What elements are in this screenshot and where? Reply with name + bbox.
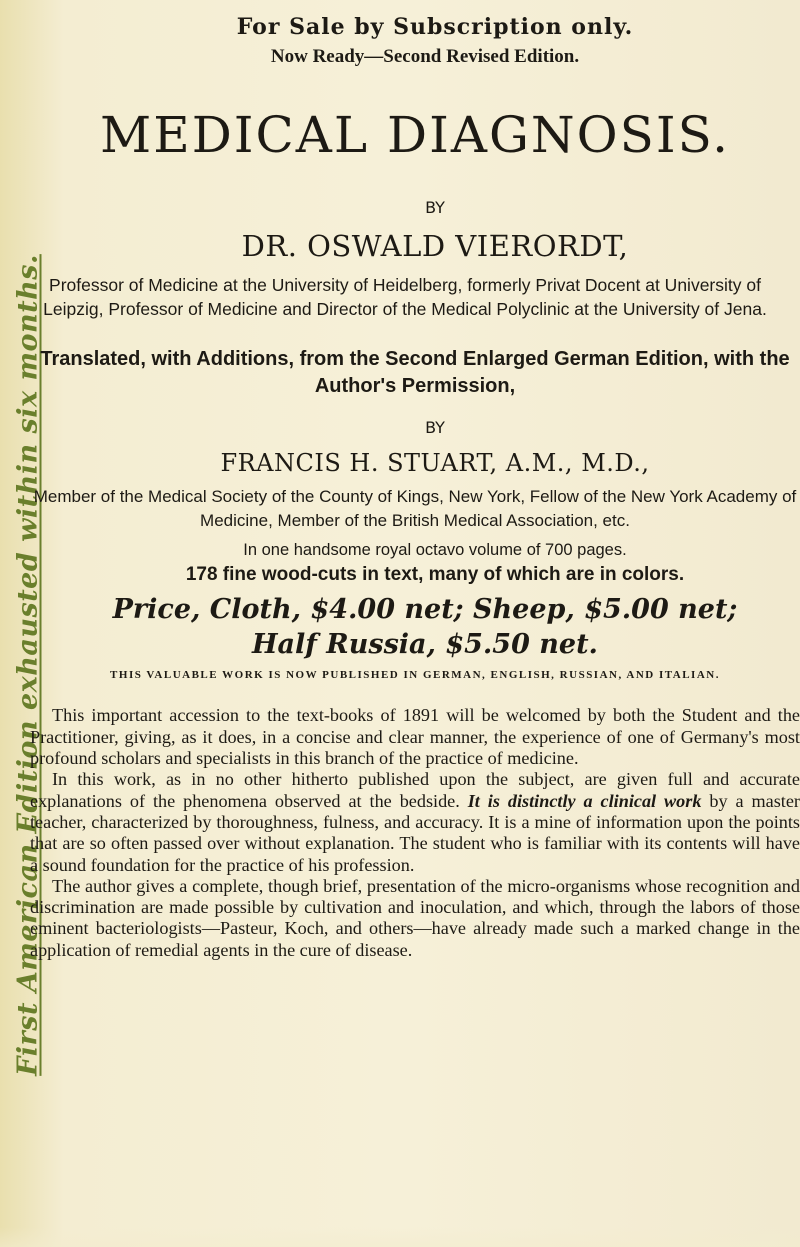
subscription-heading: For Sale by Subscription only.: [236, 14, 634, 40]
paragraph-2-rest: by a master teacher, characterized by thoroughness, fulness, and accuracy. It is a mine of information upon the points that are so often passed over without explanation. The student who is familiar with its contents will have a sound foundation for the practice of his profession.: [30, 790, 800, 875]
page-bottom-shade: [0, 1227, 800, 1247]
volume-info: In one handsome royal octavo volume of 700 pages.: [243, 540, 627, 559]
translator-membership: Member of the Medical Society of the County of Kings, New York, Fellow of the New York Academy of Medicine, Member of the British Medical Association, etc.: [33, 487, 797, 531]
price-line-1: Price, Cloth, $4.00 net; Sheep, $5.00 net;: [112, 593, 738, 625]
paragraph-2: [30, 769, 800, 875]
book-title: MEDICAL DIAGNOSIS.: [100, 106, 730, 164]
side-banner-text: First American Edition exhausted within six months.: [12, 254, 44, 1076]
published-languages-note: THIS VALUABLE WORK IS NOW PUBLISHED IN GERMAN, ENGLISH, RUSSIAN, AND ITALIAN.: [110, 669, 720, 682]
woodcuts-info: 178 fine wood-cuts in text, many of which are in colors.: [185, 563, 685, 585]
content-column: [30, 6, 800, 961]
author-name: DR. OSWALD VIERORDT,: [241, 229, 629, 263]
edition-heading: Now Ready—Second Revised Edition.: [270, 46, 580, 67]
description-body: [30, 705, 800, 961]
paragraph-2-lead: In this work, as in no other hitherto published upon the subject, are given full and accurate explanations of the phenomena observed at the bedside.: [30, 769, 800, 811]
by-label: BY: [425, 198, 445, 217]
paragraph-2-emphasis: It is distinctly a clinical work: [467, 790, 702, 811]
price-line-2: Half Russia, $5.50 net.: [252, 628, 598, 660]
translation-note: Translated, with Additions, from the Second Enlarged German Edition, with the Author's Permission,: [40, 348, 790, 398]
paragraph-1: This important accession to the text-books of 1891 will be welcomed by both the Student and the Practitioner, giving, as it does, in a concise and clear manner, the experience of one of Germany's most profound scholars and specialists in this branch of the practice of medicine.: [30, 705, 800, 769]
author-affiliation: Professor of Medicine at the University of Heidelberg, formerly Privat Docent at University of Leipzig, Professor of Medicine and Director of the Medical Polyclinic at the University of Jena.: [43, 275, 767, 320]
paragraph-3: The author gives a complete, though brief, presentation of the micro-organisms whose recognition and discrimination are made possible by cultivation and inoculation, and which, through the labors of those eminent bacteriologists—Pasteur, Koch, and others—have already made such a marked change in the application of remedial agents in the cure of disease.: [30, 875, 800, 960]
translator-by-label: BY: [425, 418, 445, 438]
price-block: [50, 592, 800, 662]
translator-name: FRANCIS H. STUART, A.M., M.D.,: [220, 449, 650, 478]
